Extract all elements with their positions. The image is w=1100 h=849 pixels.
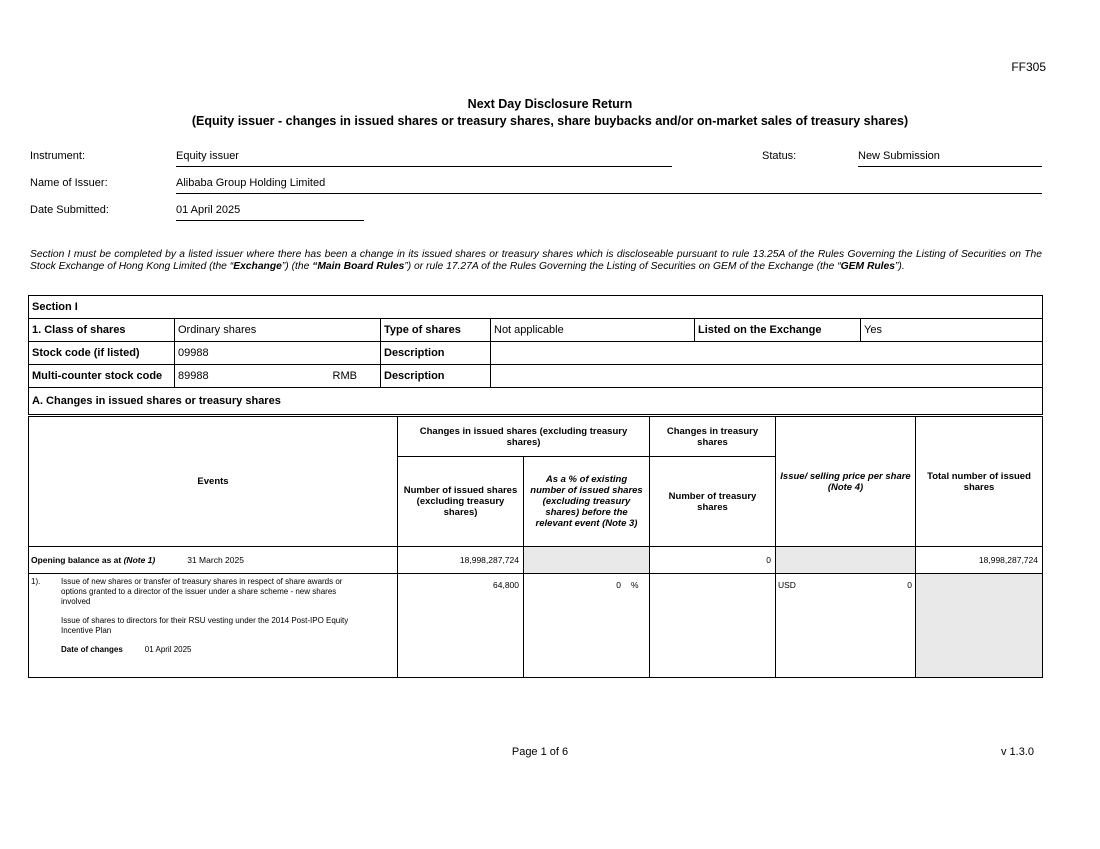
class-of-shares-value: Ordinary shares — [175, 319, 381, 342]
description-label: Description — [381, 342, 491, 365]
opening-price — [776, 547, 916, 574]
opening-balance-label: Opening balance as at — [31, 555, 124, 565]
section-i-table — [28, 295, 1043, 415]
events-header: Events — [29, 417, 398, 547]
intro-main-board: “Main Board Rules — [312, 261, 405, 272]
event-issued: 64,800 — [398, 574, 524, 678]
page-subtitle: (Equity issuer - changes in issued shares or treasury shares, share buybacks and/or on-market sales of treasury shares) — [191, 114, 909, 128]
class-of-shares-label: 1. Class of shares — [29, 319, 175, 342]
event-detail: Issue of shares to directors for their RSU vesting under the 2014 Post-IPO Equity Incentive Plan — [61, 616, 349, 635]
event-date-line — [61, 645, 395, 654]
multi-counter-currency: RMB — [332, 370, 357, 382]
form-code: FF305 — [1011, 60, 1046, 74]
stock-code-value: 09988 — [175, 342, 381, 365]
intro-text-3: ”) or rule 17.27A of the Rules Governing the Listing of Securities on GEM of the Exchange (the “ — [404, 261, 841, 272]
event-description-cell — [29, 574, 398, 678]
status-value: New Submission — [858, 150, 1042, 167]
event-currency: USD — [778, 580, 796, 590]
pct-header: As a % of existing number of issued shares (excluding treasury shares) before the relevant event (Note 3) — [524, 457, 650, 547]
intro-text-1: Section I must be completed by a listed issuer where there has been a change in its issued shares or treasury shares which is discloseable pursuant to rule 13.25A of the Rules Governing the Listing of Securities on The Stock Exchange of Hong Kong Limited (the “ — [30, 249, 1042, 272]
event-row — [29, 574, 1043, 678]
listed-value: Yes — [861, 319, 1043, 342]
opening-balance-note: (Note 1) — [123, 555, 156, 565]
date-submitted-value: 01 April 2025 — [176, 204, 364, 221]
opening-treasury: 0 — [650, 547, 776, 574]
total-header: Total number of issued shares — [916, 417, 1043, 547]
intro-text-4: ”). — [895, 261, 905, 272]
event-treasury — [650, 574, 776, 678]
listed-label: Listed on the Exchange — [695, 319, 861, 342]
event-description: Issue of new shares or transfer of treasury shares in respect of share awards or options granted to a director of the issuer under a share scheme - new shares involved — [61, 577, 343, 606]
intro-paragraph — [30, 249, 1042, 273]
page-title: Next Day Disclosure Return — [467, 97, 633, 111]
section-title: Section I — [29, 296, 1043, 319]
page-number: Page 1 of 6 — [511, 746, 569, 758]
description-value — [491, 342, 1043, 365]
changes-heading: A. Changes in issued shares or treasury shares — [29, 388, 1043, 415]
intro-gem: GEM Rules — [840, 261, 895, 272]
num-treasury-header: Number of treasury shares — [650, 457, 776, 547]
multi-counter-value — [175, 365, 381, 388]
multi-counter-code: 89988 — [178, 370, 209, 382]
event-number: 1). — [31, 577, 41, 586]
num-issued-header: Number of issued shares (excluding treasury shares) — [398, 457, 524, 547]
event-date: 01 April 2025 — [144, 645, 192, 654]
opening-pct — [524, 547, 650, 574]
event-date-label: Date of changes — [61, 645, 123, 654]
status-label: Status: — [762, 150, 797, 162]
type-of-shares-label: Type of shares — [381, 319, 491, 342]
event-pct-sign: % — [631, 580, 639, 590]
date-submitted-label: Date Submitted: — [30, 204, 109, 216]
instrument-label: Instrument: — [30, 150, 86, 162]
event-total — [916, 574, 1043, 678]
description2-label: Description — [381, 365, 491, 388]
version-label: v 1.3.0 — [1000, 746, 1034, 758]
event-pct-cell — [524, 574, 650, 678]
multi-counter-label: Multi-counter stock code — [29, 365, 175, 388]
instrument-value: Equity issuer — [176, 150, 672, 167]
event-price: 0 — [907, 580, 912, 590]
opening-balance-row — [29, 547, 1043, 574]
issuer-value: Alibaba Group Holding Limited — [176, 177, 1042, 194]
opening-total: 18,998,287,724 — [916, 547, 1043, 574]
type-of-shares-value: Not applicable — [491, 319, 695, 342]
opening-balance-date: 31 March 2025 — [187, 555, 244, 565]
description2-value — [491, 365, 1043, 388]
issued-shares-group-header: Changes in issued shares (excluding treasury shares) — [398, 417, 650, 457]
price-header: Issue/ selling price per share (Note 4) — [776, 417, 916, 547]
intro-text-2: ”) (the — [281, 261, 313, 272]
issuer-label: Name of Issuer: — [30, 177, 108, 189]
opening-balance-label-cell — [29, 547, 398, 574]
changes-table — [28, 416, 1043, 678]
opening-issued: 18,998,287,724 — [398, 547, 524, 574]
event-pct: 0 — [616, 580, 621, 590]
stock-code-label: Stock code (if listed) — [29, 342, 175, 365]
treasury-group-header: Changes in treasury shares — [650, 417, 776, 457]
intro-exchange: Exchange — [233, 261, 282, 272]
event-price-cell — [776, 574, 916, 678]
